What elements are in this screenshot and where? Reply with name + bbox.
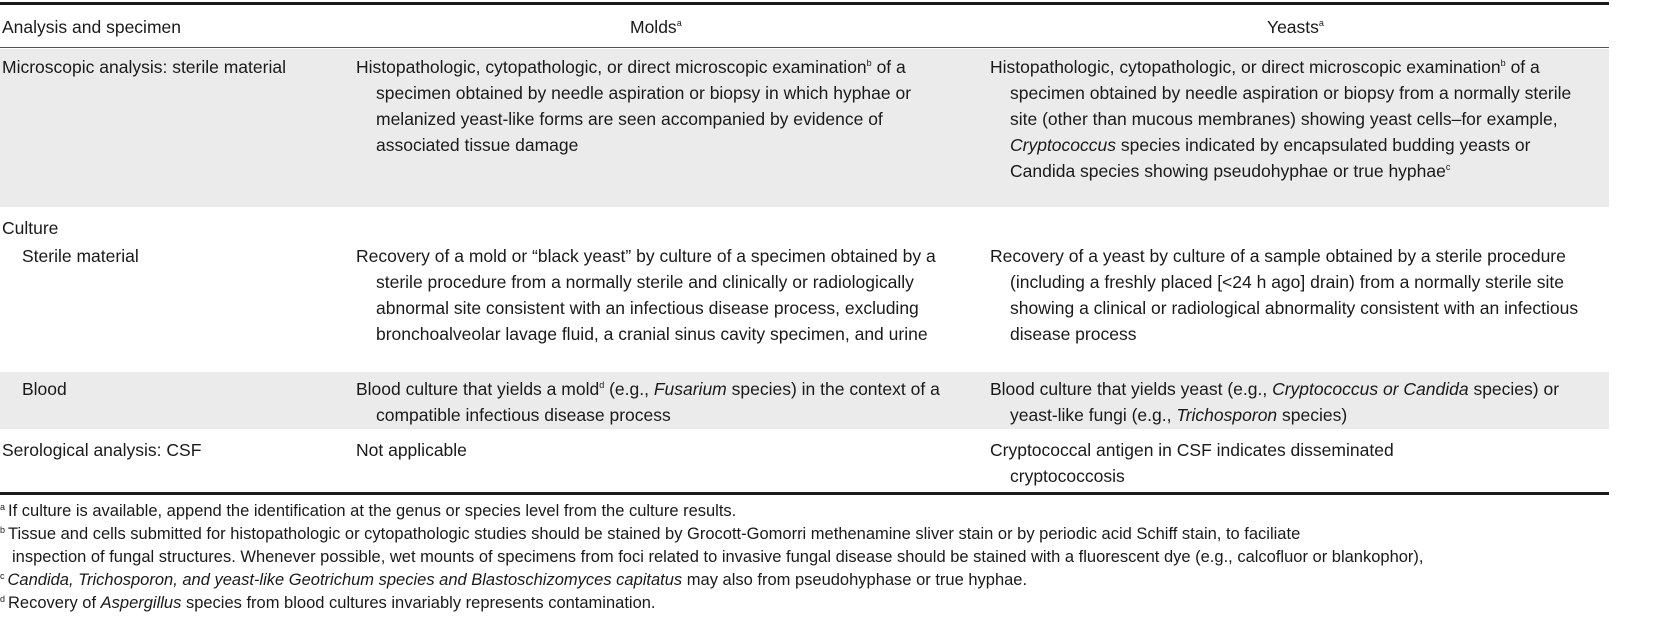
micro-yeasts-text1: Histopathologic, cytopathologic, or direct microscopic examination <box>990 57 1501 77</box>
micro-yeasts-sup2: c <box>1445 162 1451 173</box>
row-blood-molds <box>356 376 966 428</box>
blood-yeasts-text1: Blood culture that yields yeast (e.g., <box>990 379 1273 399</box>
footnote-d-text2: species from blood cultures invariably represents contamination. <box>181 594 656 612</box>
footnote-d-italic: Aspergillus <box>100 594 182 612</box>
micro-yeasts-text2: of a specimen obtained by needle aspiration or biopsy from a normally sterile site (other than mucous membranes) showing yeast cells–for example, <box>1010 57 1572 129</box>
header-molds <box>630 14 682 40</box>
footnote-b-mark: b <box>0 524 6 535</box>
header-yeasts <box>1267 14 1324 40</box>
micro-yeasts-text3: species indicated by encapsulated budding yeasts or Candida species showing pseudohyphae or true hyphae <box>1010 135 1531 181</box>
micro-yeasts-sup1: b <box>1500 58 1506 69</box>
footnote-a-mark: a <box>0 501 6 512</box>
row-microscopic-yeasts <box>990 54 1600 184</box>
row-blood-yeasts <box>990 376 1600 428</box>
header-col2-sup: a <box>676 18 682 29</box>
footnote-c-mark: c <box>0 570 5 581</box>
blood-molds-text2: (e.g., <box>604 379 654 399</box>
row-blood-label: Blood <box>22 379 67 399</box>
footnote-b-line1: Tissue and cells submitted for histopathologic or cytopathologic studies should be stained by Grocott-Gomorri methenamine sliver stain or by periodic acid Schiff stain, to faciliate <box>8 525 1301 543</box>
micro-molds-text1: Histopathologic, cytopathologic, or direct microscopic examination <box>356 57 867 77</box>
row-microscopic-label: Microscopic analysis: sterile material <box>2 57 286 77</box>
footnote-b-continued <box>12 546 1424 568</box>
blood-molds-italic: Fusarium <box>653 379 727 399</box>
header-rule <box>0 47 1609 48</box>
row-serology-yeasts: Cryptococcal antigen in CSF indicates disseminated cryptococcosis <box>990 440 1394 486</box>
header-analysis-specimen <box>2 14 181 40</box>
header-col3-sup: a <box>1318 18 1324 29</box>
row-sterile-label: Sterile material <box>22 246 139 266</box>
table-bottom-rule <box>0 492 1609 495</box>
row-sterile-yeasts: Recovery of a yeast by culture of a sample obtained by a sterile procedure (including a freshly placed [<24 h ago] drain) from a normally sterile site showing a clinical or radiological abnormality consistent with an infectious disease process <box>990 246 1579 344</box>
row-microscopic-molds <box>356 54 966 158</box>
footnote-a <box>0 500 736 522</box>
footnote-a-text: If culture is available, append the identification at the genus or species level from the culture results. <box>8 502 737 520</box>
row-serology-label: Serological analysis: CSF <box>2 440 202 460</box>
footnote-b <box>0 523 1300 545</box>
footnote-d-mark: d <box>0 593 6 604</box>
blood-yeasts-italic1: Cryptococcus or Candida <box>1272 379 1469 399</box>
micro-molds-text2: of a specimen obtained by needle aspiration or biopsy in which hyphae or melanized yeast-like forms are seen accompanied by evidence of associated tissue damage <box>376 57 912 155</box>
blood-yeasts-text2: species) or yeast-like fungi (e.g., <box>1010 379 1560 425</box>
footnote-c <box>0 569 1027 591</box>
header-col1-text: Analysis and specimen <box>2 17 181 37</box>
header-col3-text: Yeasts <box>1267 17 1319 37</box>
footnote-b-line2: inspection of fungal structures. Whenever possible, wet mounts of specimens from foci related to invasive fungal disease should be stained with a fluorescent dye (e.g., calcofluor or blankophor), <box>12 548 1424 566</box>
footnote-d-text1: Recovery of <box>8 594 101 612</box>
micro-yeasts-italic: Cryptococcus <box>1010 135 1117 155</box>
row-sterile-molds: Recovery of a mold or “black yeast” by culture of a specimen obtained by a sterile procedure from a normally sterile and clinically or radiologically abnormal site consistent with an infectious disease process, excluding bronchoalveolar lavage fluid, a cranial sinus cavity specimen, and urine <box>356 246 936 344</box>
micro-molds-sup: b <box>866 58 872 69</box>
blood-yeasts-italic2: Trichosporon <box>1176 405 1278 425</box>
row-serology-molds: Not applicable <box>356 440 467 460</box>
blood-molds-sup: d <box>599 380 605 391</box>
table-top-rule <box>0 2 1609 5</box>
footnote-d <box>0 592 656 614</box>
footnote-c-italic: Candida, Trichosporon, and yeast-like Geotrichum species and Blastoschizomyces capitatus <box>7 571 683 589</box>
footnote-c-text: may also from pseudohyphase or true hyphae. <box>682 571 1028 589</box>
blood-molds-text1: Blood culture that yields a mold <box>356 379 600 399</box>
header-col2-text: Molds <box>630 17 677 37</box>
blood-yeasts-text3: species) <box>1277 405 1348 425</box>
blood-molds-text3: species) in the context of a compatible infectious disease process <box>376 379 940 425</box>
row-culture-label: Culture <box>2 218 59 238</box>
